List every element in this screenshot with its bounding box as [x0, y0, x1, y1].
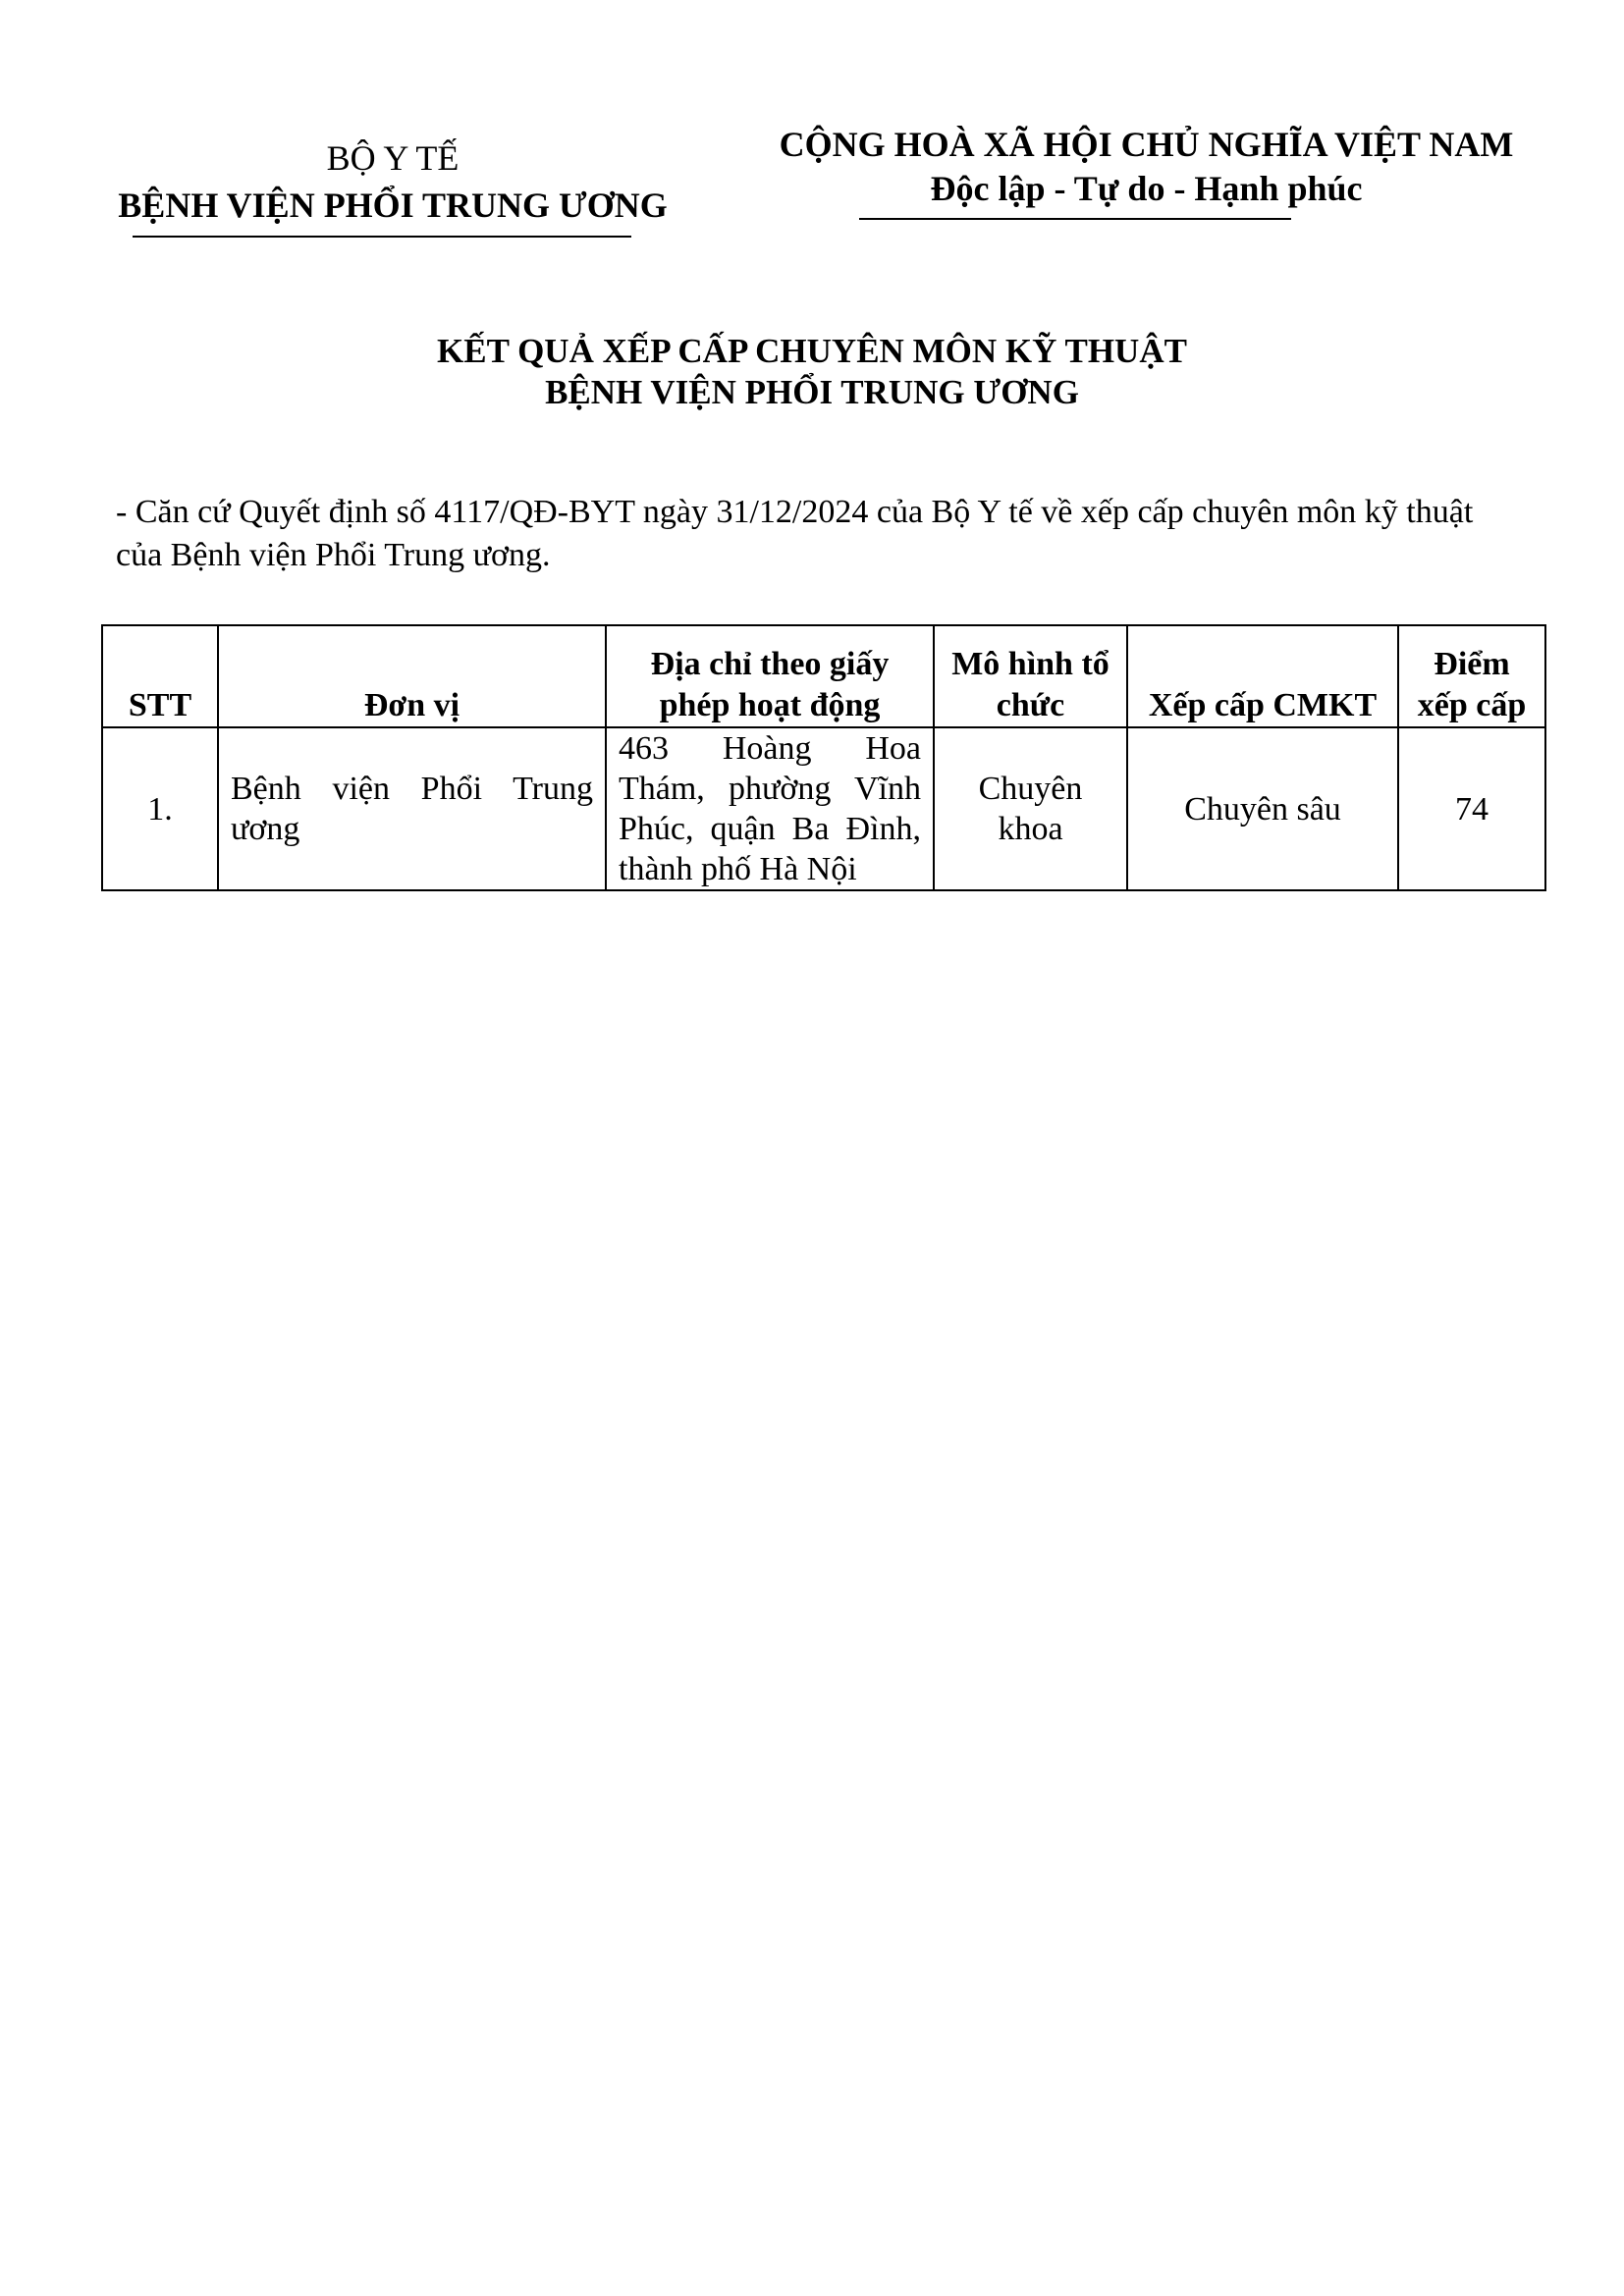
- cell-stt: 1.: [102, 727, 218, 890]
- national-motto: Độc lập - Tự do - Hạnh phúc: [930, 169, 1363, 208]
- hospital-name: BỆNH VIỆN PHỔI TRUNG ƯƠNG: [118, 186, 668, 225]
- cell-score: 74: [1398, 727, 1545, 890]
- cell-grade: Chuyên sâu: [1127, 727, 1398, 890]
- header-right-divider: [859, 218, 1291, 220]
- cell-model: Chuyên khoa: [934, 727, 1127, 890]
- document-subtitle: BỆNH VIỆN PHỔI TRUNG ƯƠNG: [545, 373, 1079, 411]
- ranking-table: [101, 624, 1546, 891]
- header-model: Mô hình tổ chức: [934, 625, 1127, 727]
- cell-address: 463 Hoàng Hoa Thám, phường Vĩnh Phúc, quận Ba Đình, thành phố Hà Nội: [606, 727, 934, 890]
- header-score: Điểm xếp cấp: [1398, 625, 1545, 727]
- ministry-name: BỘ Y TẾ: [326, 138, 460, 178]
- national-title: CỘNG HOÀ XÃ HỘI CHỦ NGHĨA VIỆT NAM: [779, 125, 1514, 164]
- table-header-row: [102, 625, 1545, 727]
- header-unit: Đơn vị: [218, 625, 606, 727]
- document-title: KẾT QUẢ XẾP CẤP CHUYÊN MÔN KỸ THUẬT: [437, 332, 1187, 370]
- header-left-divider: [133, 236, 631, 238]
- cell-unit: Bệnh viện Phổi Trung ương: [218, 727, 606, 890]
- legal-basis: - Căn cứ Quyết định số 4117/QĐ-BYT ngày 31/12/2024 của Bộ Y tế về xếp cấp chuyên môn kỹ thuật của Bệnh viện Phổi Trung ương.: [116, 494, 1474, 573]
- table-row: [102, 727, 1545, 890]
- header-address: Địa chỉ theo giấy phép hoạt động: [606, 625, 934, 727]
- header-stt: STT: [102, 625, 218, 727]
- header-grade: Xếp cấp CMKT: [1127, 625, 1398, 727]
